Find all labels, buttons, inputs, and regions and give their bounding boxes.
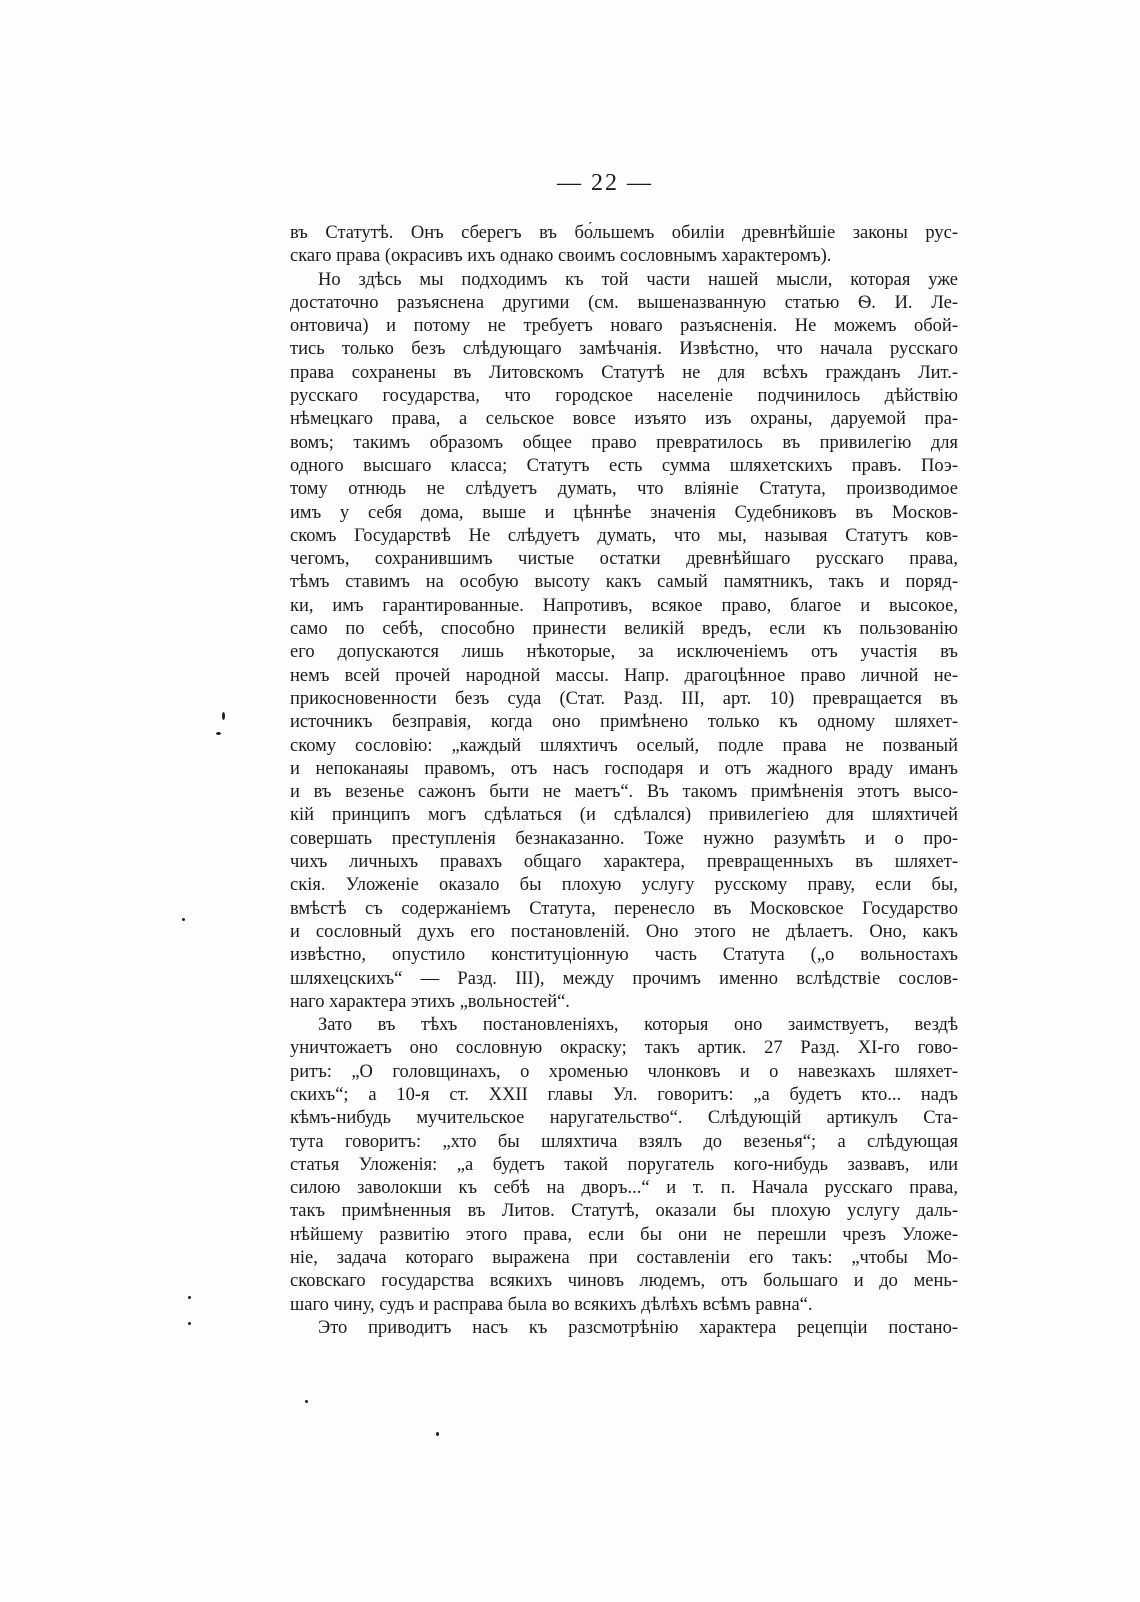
- text-line: и сословный духъ его постановленій. Оно этого не дѣлаетъ. Оно, какъ: [290, 921, 958, 942]
- text-line: чихъ личныхъ правахъ общаго характера, превращенныхъ въ шляхет-: [290, 852, 958, 873]
- text-line: ритъ: „О головщинахъ, о хроменью члонковъ и о навезкахъ шляхет-: [290, 1061, 958, 1082]
- body-text: [290, 222, 958, 1340]
- scan-speck: [436, 1432, 439, 1436]
- text-line: чегомъ, сохранившимъ чистые остатки древнѣйшаго русскаго права,: [290, 549, 958, 570]
- text-line: русскаго государства, что городское населеніе подчинилось дѣйствію: [290, 386, 958, 407]
- text-line: скаго права (окрасивъ ихъ однако своимъ сословнымъ характеромъ).: [290, 246, 832, 267]
- text-line: и въ везенье сажонъ быти не маетъ“. Въ такомъ примѣненія этотъ высо-: [290, 782, 958, 803]
- text-line: само по себѣ, способно принести великій вредъ, если къ пользованію: [290, 619, 958, 640]
- scan-speck: [188, 1322, 191, 1325]
- text-line: скихъ“; а 10-я ст. XXII главы Ул. говоритъ: „а будетъ кто... надъ: [290, 1084, 958, 1105]
- text-line: такъ примѣненныя въ Литов. Статутѣ, оказали бы плохую услугу даль-: [290, 1201, 958, 1222]
- scan-speck: [305, 1400, 308, 1403]
- text-line: нѣйшему развитію этого права, если бы они не перешли чрезъ Уложе-: [290, 1224, 958, 1245]
- text-line: его допускаются лишь нѣкоторые, за исключеніемъ отъ участія въ: [290, 642, 958, 663]
- text-line: скому сословію: „каждый шляхтичъ оселый, подле права не позваный: [290, 735, 958, 756]
- text-line: совершать преступленія безнаказанно. Тоже нужно разумѣть и о про-: [290, 828, 958, 849]
- text-line: прикосновенности безъ суда (Стат. Разд. III, арт. 10) превращается въ: [290, 688, 958, 709]
- scan-speck: [216, 732, 221, 735]
- scan-speck: [188, 1296, 191, 1299]
- text-line: кій принципъ могъ сдѣлаться (и сдѣлался) привилегіею для шляхтичей: [290, 805, 958, 826]
- text-line: извѣстно, опустило конституціонную часть Статута („о вольностахъ: [290, 945, 958, 966]
- text-line: въ Статутѣ. Онъ сберегъ въ бо́льшемъ обиліи древнѣйшіе законы рус-: [290, 223, 958, 243]
- text-line: достаточно разъяснена другими (см. вышеназванную статью Ѳ. И. Ле-: [290, 292, 958, 313]
- text-line: имъ у себя дома, выше и цѣннѣе значенія Судебниковъ въ Москов-: [290, 502, 958, 523]
- text-line: кѣмъ-нибудь мучительское наругательство“. Слѣдующій артикулъ Ста-: [290, 1108, 958, 1129]
- text-line: наго характера этихъ „вольностей“.: [290, 991, 570, 1012]
- text-line: одного высшаго класса; Статутъ есть сумма шляхетскихъ правъ. Поэ-: [290, 455, 958, 476]
- text-line: ніе, задача котораго выражена при составленіи его такъ: „чтобы Мо-: [290, 1248, 958, 1269]
- text-line: немъ всей прочей народной массы. Напр. драгоцѣнное право личной не-: [290, 665, 958, 686]
- text-line: силою заволокши къ себѣ на дворъ...“ и т. п. Начала русскаго права,: [290, 1178, 958, 1199]
- text-line: вмѣстѣ съ содержаніемъ Статута, перенесло въ Московское Государство: [290, 898, 958, 919]
- text-line: Зато въ тѣхъ постановленіяхъ, которыя оно заимствуетъ, вездѣ: [318, 1015, 958, 1036]
- text-line: уничтожаетъ оно сословную окраску; такъ артик. 27 Разд. XI-го гово-: [290, 1038, 958, 1059]
- text-line: нѣмецкаго права, а сельское вовсе изъято изъ охраны, даруемой пра-: [290, 409, 958, 430]
- text-line: Это приводитъ насъ къ разсмотрѣнію характера рецепціи постано-: [318, 1317, 958, 1338]
- page-number: — 22 —: [557, 170, 653, 196]
- text-line: онтовича) и потому не требуетъ новаго разъясненія. Не можемъ обой-: [290, 316, 958, 337]
- text-line: сковскаго государства всякихъ чиновъ людемъ, отъ большаго и до мень-: [290, 1271, 958, 1292]
- scan-speck: [222, 712, 225, 720]
- text-line: тута говоритъ: „хто бы шляхтича взялъ до везенья“; а слѣдующая: [290, 1131, 958, 1152]
- text-line: статья Уложенія: „а будетъ такой поругатель кого-нибудь зазвавъ, или: [290, 1154, 958, 1175]
- text-line: шляхецскихъ“ — Разд. III), между прочимъ именно вслѣдствіе сослов-: [290, 968, 958, 989]
- text-line: скія. Уложеніе оказало бы плохую услугу русскому праву, если бы,: [290, 875, 958, 896]
- text-line: шаго чину, судъ и расправа была во всякихъ дѣлѣхъ всѣмъ равна“.: [290, 1294, 813, 1315]
- scan-speck: [182, 918, 185, 921]
- text-line: ки, имъ гарантированные. Напротивъ, всякое право, благое и высокое,: [290, 595, 958, 616]
- text-line: тому отнюдь не слѣдуетъ думать, что вліяніе Статута, производимое: [290, 479, 958, 500]
- text-line: вомъ; такимъ образомъ общее право превратилось въ привилегію для: [290, 432, 958, 453]
- text-line: Но здѣсь мы подходимъ къ той части нашей мысли, которая уже: [318, 269, 958, 290]
- text-line: и непоканаяы правомъ, отъ насъ господаря и отъ жадного враду иманъ: [290, 758, 958, 779]
- text-line: тѣмъ ставимъ на особую высоту какъ самый памятникъ, такъ и поряд-: [290, 572, 958, 593]
- text-line: права сохранены въ Литовскомъ Статутѣ не для всѣхъ гражданъ Лит.-: [290, 362, 958, 383]
- text-line: тись только безъ слѣдующаго замѣчанія. Извѣстно, что начала русскаго: [290, 339, 958, 360]
- text-line: источникъ безправія, когда оно примѣнено только къ одному шляхет-: [290, 712, 958, 733]
- text-line: скомъ Государствѣ Не слѣдуетъ думать, что мы, называя Статутъ ков-: [290, 525, 958, 546]
